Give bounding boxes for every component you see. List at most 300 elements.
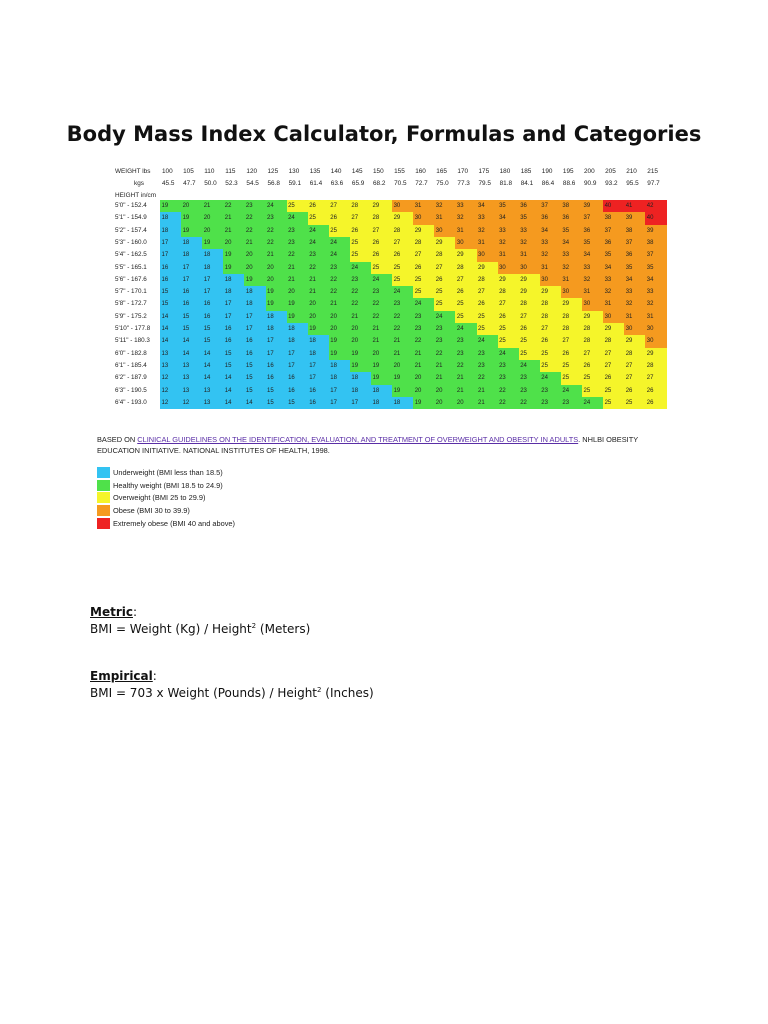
- legend-label: Extremely obese (BMI 40 and above): [113, 519, 236, 529]
- bmi-cell: 21: [413, 360, 434, 373]
- bmi-cell: 31: [498, 249, 519, 262]
- bmi-cell: 40: [603, 200, 624, 213]
- bmi-cell: 27: [392, 237, 413, 250]
- bmi-cell: 41: [624, 200, 645, 213]
- bmi-cell: 34: [477, 200, 498, 213]
- bmi-cell: 18: [223, 274, 244, 287]
- bmi-cell: 27: [371, 225, 392, 238]
- legend-swatch: [97, 505, 110, 516]
- bmi-cell: 14: [202, 372, 223, 385]
- bmi-cell: 24: [392, 286, 413, 299]
- bmi-cell: 28: [645, 360, 666, 373]
- bmi-cell: 28: [498, 286, 519, 299]
- bmi-cell: 31: [477, 237, 498, 250]
- bmi-cell: 26: [455, 286, 476, 299]
- bmi-cell: 26: [477, 298, 498, 311]
- weight-kgs-9: 65.9: [351, 180, 365, 187]
- bmi-cell: 25: [603, 385, 624, 398]
- weight-lbs-0: 100: [162, 168, 173, 175]
- bmi-cell: 34: [540, 225, 561, 238]
- bmi-cell: 30: [645, 335, 666, 348]
- bmi-cell: 19: [266, 286, 287, 299]
- bmi-cell: 22: [477, 372, 498, 385]
- bmi-cell: 19: [392, 385, 413, 398]
- bmi-cell: 15: [223, 348, 244, 361]
- bmi-cell: 22: [266, 225, 287, 238]
- bmi-cell: 28: [540, 311, 561, 324]
- bmi-cell: 33: [519, 225, 540, 238]
- empirical-colon: :: [152, 669, 157, 683]
- bmi-cell: 32: [434, 200, 455, 213]
- weight-kgs-10: 68.2: [373, 180, 386, 187]
- bmi-cell: 32: [582, 274, 603, 287]
- bmi-cell: 27: [540, 323, 561, 336]
- bmi-cell: 15: [244, 385, 265, 398]
- weight-kgs-20: 90.9: [584, 180, 597, 187]
- legend-label: Underweight (BMI less than 18.5): [113, 467, 223, 477]
- bmi-cell: 30: [413, 212, 434, 225]
- bmi-cell: 20: [244, 249, 265, 262]
- bmi-cell: 25: [477, 311, 498, 324]
- bmi-cell: 24: [477, 335, 498, 348]
- bmi-cell: 18: [350, 385, 371, 398]
- bmi-cell: 35: [561, 225, 582, 238]
- weight-kgs-14: 77.3: [457, 180, 470, 187]
- height-label-14: 6'2" - 187.9: [115, 374, 147, 382]
- bmi-cell: 21: [392, 348, 413, 361]
- bmi-cell: 21: [202, 200, 223, 213]
- bmi-cell: 23: [329, 262, 350, 275]
- bmi-cell: 21: [308, 286, 329, 299]
- bmi-cell: 36: [540, 212, 561, 225]
- legend-swatch: [97, 492, 110, 503]
- bmi-cell: 30: [434, 225, 455, 238]
- bmi-cell: 25: [434, 298, 455, 311]
- bmi-cell: 31: [455, 225, 476, 238]
- weight-lbs-3: 115: [225, 168, 236, 175]
- weight-kgs-5: 56.8: [267, 180, 280, 187]
- bmi-cell: 16: [181, 286, 202, 299]
- weight-kgs-11: 70.5: [394, 180, 407, 187]
- bmi-cell: 30: [455, 237, 476, 250]
- height-label-2: 5'2" - 157.4: [115, 226, 147, 234]
- height-label-1: 5'1" - 154.9: [115, 214, 147, 222]
- bmi-cell: 15: [181, 311, 202, 324]
- bmi-cell: 33: [645, 286, 666, 299]
- bmi-cell: 28: [413, 237, 434, 250]
- bmi-cell: 17: [287, 360, 308, 373]
- bmi-cell: 19: [160, 200, 181, 213]
- bmi-cell: 28: [455, 262, 476, 275]
- bmi-cell: 12: [160, 397, 181, 410]
- weight-lbs-9: 145: [351, 168, 363, 175]
- bmi-cell: 24: [455, 323, 476, 336]
- bmi-cell: 23: [434, 335, 455, 348]
- bmi-cell: 14: [181, 348, 202, 361]
- bmi-cell: 13: [202, 397, 223, 410]
- weight-lbs-20: 200: [584, 168, 595, 175]
- bmi-cell: 20: [434, 397, 455, 410]
- bmi-cell: 18: [181, 237, 202, 250]
- page-title: Body Mass Index Calculator, Formulas and Categories: [66, 122, 702, 146]
- bmi-cell: 38: [645, 237, 666, 250]
- bmi-cell: 33: [561, 249, 582, 262]
- bmi-cell: 20: [413, 372, 434, 385]
- bmi-cell: 21: [266, 249, 287, 262]
- bmi-cell: 20: [181, 200, 202, 213]
- bmi-cell: 21: [371, 323, 392, 336]
- bmi-cell: 27: [645, 372, 666, 385]
- weight-lbs-4: 120: [246, 168, 258, 175]
- weight-lbs-19: 195: [562, 168, 574, 175]
- source-citation: [97, 434, 677, 456]
- bmi-cell: 27: [603, 360, 624, 373]
- bmi-cell: 23: [561, 397, 582, 410]
- bmi-cell: 29: [371, 200, 392, 213]
- weight-lbs-18: 190: [541, 168, 553, 175]
- bmi-cell: 29: [519, 274, 540, 287]
- bmi-cell: 18: [392, 397, 413, 410]
- bmi-cell: 14: [202, 360, 223, 373]
- bmi-cell: 20: [202, 225, 223, 238]
- bmi-cell: 25: [582, 385, 603, 398]
- bmi-cell: 30: [392, 200, 413, 213]
- bmi-cell: 27: [455, 274, 476, 287]
- bmi-cell: 14: [160, 335, 181, 348]
- weight-kgs-17: 84.1: [520, 180, 534, 187]
- bmi-cell: 25: [624, 397, 645, 410]
- bmi-cell: 37: [582, 212, 603, 225]
- bmi-cell: 17: [202, 274, 223, 287]
- bmi-cell: 20: [266, 262, 287, 275]
- bmi-cell: 14: [202, 348, 223, 361]
- bmi-cell: 30: [645, 323, 666, 336]
- bmi-cell: 21: [434, 372, 455, 385]
- bmi-cell: 17: [223, 298, 244, 311]
- height-label-9: 5'9" - 175.2: [115, 312, 147, 320]
- bmi-cell: 34: [603, 262, 624, 275]
- bmi-cell: 22: [455, 360, 476, 373]
- bmi-cell: 24: [329, 237, 350, 250]
- bmi-cell: 33: [603, 274, 624, 287]
- bmi-cell: 18: [371, 397, 392, 410]
- bmi-cell: 37: [603, 225, 624, 238]
- bmi-cell: 22: [308, 262, 329, 275]
- bmi-cell: 21: [308, 274, 329, 287]
- bmi-cell: 24: [308, 237, 329, 250]
- bmi-cell: 21: [287, 274, 308, 287]
- weight-lbs-8: 140: [330, 168, 342, 175]
- bmi-cell: 20: [434, 385, 455, 398]
- height-label-4: 5'4" - 162.5: [115, 251, 147, 259]
- bmi-cell: 17: [160, 249, 181, 262]
- bmi-cell: 30: [561, 286, 582, 299]
- bmi-cell: 25: [519, 335, 540, 348]
- bmi-cell: 25: [540, 360, 561, 373]
- bmi-cell: 19: [413, 397, 434, 410]
- bmi-cell: 28: [392, 225, 413, 238]
- bmi-cell: 27: [624, 372, 645, 385]
- bmi-cell: 15: [266, 385, 287, 398]
- weight-kgs-16: 81.8: [499, 180, 513, 187]
- bmi-cell: 19: [350, 348, 371, 361]
- bmi-cell: 26: [645, 397, 666, 410]
- bmi-cell: 25: [371, 262, 392, 275]
- bmi-cell: 19: [181, 212, 202, 225]
- bmi-cell: 13: [160, 360, 181, 373]
- kgs-header-label: kgs: [134, 180, 144, 187]
- bmi-cell: 33: [455, 200, 476, 213]
- bmi-cell: 24: [413, 298, 434, 311]
- legend-swatch: [97, 480, 110, 491]
- bmi-cell: 30: [603, 311, 624, 324]
- bmi-cell: 23: [477, 348, 498, 361]
- bmi-cell: 19: [287, 311, 308, 324]
- bmi-cell: 25: [350, 249, 371, 262]
- bmi-cell: 18: [160, 212, 181, 225]
- bmi-cell: 27: [519, 311, 540, 324]
- bmi-cell: 22: [244, 225, 265, 238]
- weight-lbs-14: 170: [457, 168, 469, 175]
- bmi-cell: 16: [160, 274, 181, 287]
- bmi-cell: 30: [624, 323, 645, 336]
- bmi-cell: 32: [624, 298, 645, 311]
- weight-lbs-5: 125: [267, 168, 279, 175]
- bmi-cell: 30: [582, 298, 603, 311]
- bmi-cell: 26: [308, 200, 329, 213]
- bmi-cell: 17: [266, 348, 287, 361]
- bmi-cell: 20: [202, 212, 223, 225]
- empirical-exponent: 2: [317, 686, 322, 694]
- bmi-cell: 12: [181, 397, 202, 410]
- bmi-cell: 17: [266, 335, 287, 348]
- weight-lbs-6: 130: [288, 168, 300, 175]
- bmi-cell: 25: [455, 298, 476, 311]
- bmi-cell: 28: [582, 335, 603, 348]
- bmi-cell: 22: [413, 335, 434, 348]
- bmi-cell: 22: [287, 249, 308, 262]
- bmi-cell: 25: [455, 311, 476, 324]
- bmi-cell: 22: [350, 298, 371, 311]
- bmi-cell: 26: [582, 360, 603, 373]
- bmi-cell: 21: [477, 397, 498, 410]
- bmi-cell: 31: [434, 212, 455, 225]
- bmi-cell: 18: [202, 249, 223, 262]
- bmi-cell: 14: [223, 385, 244, 398]
- bmi-cell: 18: [181, 249, 202, 262]
- height-label-5: 5'5" - 165.1: [115, 263, 147, 271]
- bmi-cell: 24: [371, 274, 392, 287]
- height-label-15: 6'3" - 190.5: [115, 386, 147, 394]
- bmi-cell: 23: [308, 249, 329, 262]
- bmi-cell: 23: [287, 237, 308, 250]
- bmi-cell: 16: [244, 335, 265, 348]
- bmi-cell: 42: [645, 200, 666, 213]
- bmi-cell: 30: [498, 262, 519, 275]
- bmi-cell: 20: [308, 298, 329, 311]
- bmi-cell: 20: [287, 286, 308, 299]
- bmi-cell: 36: [561, 212, 582, 225]
- bmi-cell: 24: [498, 348, 519, 361]
- bmi-cell: 20: [392, 360, 413, 373]
- height-label-3: 5'3" - 160.0: [115, 238, 147, 246]
- bmi-cell: 15: [266, 397, 287, 410]
- bmi-cell: 24: [287, 212, 308, 225]
- bmi-cell: 26: [350, 225, 371, 238]
- bmi-cell: 20: [455, 397, 476, 410]
- bmi-cell: 32: [561, 262, 582, 275]
- bmi-cell: 18: [244, 286, 265, 299]
- bmi-cell: 16: [287, 372, 308, 385]
- height-label-6: 5'6" - 167.6: [115, 275, 147, 283]
- bmi-cell: 15: [244, 372, 265, 385]
- bmi-cell: 36: [603, 237, 624, 250]
- bmi-cell: 29: [561, 298, 582, 311]
- bmi-cell: 28: [582, 323, 603, 336]
- metric-exponent: 2: [251, 622, 257, 630]
- bmi-cell: 35: [582, 237, 603, 250]
- bmi-cell: 34: [561, 237, 582, 250]
- bmi-cell: 19: [181, 225, 202, 238]
- bmi-cell: 28: [350, 200, 371, 213]
- height-label-7: 5'7" - 170.1: [115, 288, 147, 296]
- bmi-cell: 33: [498, 225, 519, 238]
- bmi-cell: 23: [519, 385, 540, 398]
- source-link[interactable]: CLINICAL GUIDELINES ON THE IDENTIFICATION, EVALUATION, AND TREATMENT OF OVERWEIGHT AND OBESITY IN ADULTS: [137, 435, 579, 444]
- bmi-cell: 35: [645, 262, 666, 275]
- bmi-cell: 31: [519, 249, 540, 262]
- bmi-cell: 31: [603, 298, 624, 311]
- bmi-cell: 25: [287, 200, 308, 213]
- bmi-cell: 26: [434, 274, 455, 287]
- bmi-cell: 32: [603, 286, 624, 299]
- bmi-cell: 25: [561, 372, 582, 385]
- bmi-cell: 25: [498, 335, 519, 348]
- bmi-cell: 28: [624, 348, 645, 361]
- bmi-cell: 33: [477, 212, 498, 225]
- bmi-cell: 29: [645, 348, 666, 361]
- bmi-cell: 21: [455, 385, 476, 398]
- bmi-cell: 29: [603, 323, 624, 336]
- legend-label: Obese (BMI 30 to 39.9): [113, 506, 190, 516]
- bmi-cell: 25: [392, 274, 413, 287]
- bmi-cell: 26: [603, 372, 624, 385]
- bmi-cell: 25: [413, 274, 434, 287]
- bmi-cell: 25: [519, 348, 540, 361]
- bmi-cell: 17: [329, 385, 350, 398]
- bmi-cell: 37: [540, 200, 561, 213]
- bmi-cell: 15: [244, 360, 265, 373]
- legend-label: Overweight (BMI 25 to 29.9): [113, 493, 206, 503]
- bmi-cell: 22: [392, 323, 413, 336]
- bmi-cell: 39: [624, 212, 645, 225]
- bmi-cell: 23: [413, 311, 434, 324]
- bmi-cell: 13: [202, 385, 223, 398]
- bmi-cell: 26: [645, 385, 666, 398]
- bmi-cell: 22: [223, 200, 244, 213]
- bmi-cell: 38: [561, 200, 582, 213]
- bmi-cell: 32: [645, 298, 666, 311]
- bmi-cell: 16: [181, 298, 202, 311]
- bmi-cell: 30: [540, 274, 561, 287]
- bmi-cell: 22: [392, 311, 413, 324]
- empirical-formula: [90, 685, 374, 702]
- bmi-cell: 28: [371, 212, 392, 225]
- bmi-cell: 12: [160, 372, 181, 385]
- metric-formula: [90, 621, 310, 638]
- bmi-cell: 24: [308, 225, 329, 238]
- weight-lbs-22: 210: [626, 168, 637, 175]
- bmi-cell: 22: [434, 348, 455, 361]
- weight-kgs-3: 52.3: [225, 180, 238, 187]
- weight-kgs-12: 72.7: [415, 180, 428, 187]
- bmi-cell: 21: [223, 212, 244, 225]
- height-label-8: 5'8" - 172.7: [115, 300, 147, 308]
- bmi-cell: 25: [392, 262, 413, 275]
- bmi-cell: 30: [519, 262, 540, 275]
- bmi-cell: 16: [202, 298, 223, 311]
- bmi-cell: 23: [287, 225, 308, 238]
- bmi-cell: 15: [223, 360, 244, 373]
- bmi-cell: 20: [329, 323, 350, 336]
- bmi-cell: 29: [434, 237, 455, 250]
- bmi-cell: 28: [434, 249, 455, 262]
- bmi-cell: 32: [540, 249, 561, 262]
- bmi-cell: 27: [624, 360, 645, 373]
- bmi-cell: 21: [455, 372, 476, 385]
- bmi-cell: 23: [244, 200, 265, 213]
- bmi-cell: 20: [329, 311, 350, 324]
- bmi-cell: 24: [519, 360, 540, 373]
- bmi-cell: 23: [350, 274, 371, 287]
- legend-item: [97, 517, 235, 530]
- bmi-cell: 25: [561, 360, 582, 373]
- bmi-cell: 25: [308, 212, 329, 225]
- weight-lbs-1: 105: [183, 168, 194, 175]
- bmi-cell: 23: [266, 212, 287, 225]
- bmi-legend: [97, 466, 235, 530]
- bmi-cell: 19: [371, 360, 392, 373]
- bmi-cell: 20: [308, 311, 329, 324]
- legend-item: [97, 479, 235, 492]
- bmi-cell: 24: [582, 397, 603, 410]
- height-header-label: HEIGHT in/cm: [115, 192, 157, 199]
- weight-kgs-23: 97.7: [647, 180, 660, 187]
- weight-header-label: WEIGHT lbs: [115, 168, 151, 175]
- bmi-cell: 33: [624, 286, 645, 299]
- bmi-cell: 18: [329, 360, 350, 373]
- bmi-cell: 26: [561, 348, 582, 361]
- bmi-cell: 22: [371, 311, 392, 324]
- bmi-cell: 27: [434, 262, 455, 275]
- bmi-cell: 13: [181, 372, 202, 385]
- bmi-cell: 31: [540, 262, 561, 275]
- bmi-cell: 23: [371, 286, 392, 299]
- bmi-cell: 23: [498, 360, 519, 373]
- bmi-cell: 23: [434, 323, 455, 336]
- weight-lbs-15: 175: [478, 168, 490, 175]
- bmi-cell: 29: [624, 335, 645, 348]
- bmi-cell: 21: [350, 311, 371, 324]
- bmi-cell: 35: [498, 200, 519, 213]
- bmi-cell: 37: [645, 249, 666, 262]
- bmi-cell: 24: [266, 200, 287, 213]
- bmi-cell: 23: [455, 348, 476, 361]
- bmi-cell: 29: [540, 286, 561, 299]
- bmi-cell: 35: [624, 262, 645, 275]
- bmi-cell: 24: [434, 311, 455, 324]
- weight-kgs-15: 79.5: [478, 180, 491, 187]
